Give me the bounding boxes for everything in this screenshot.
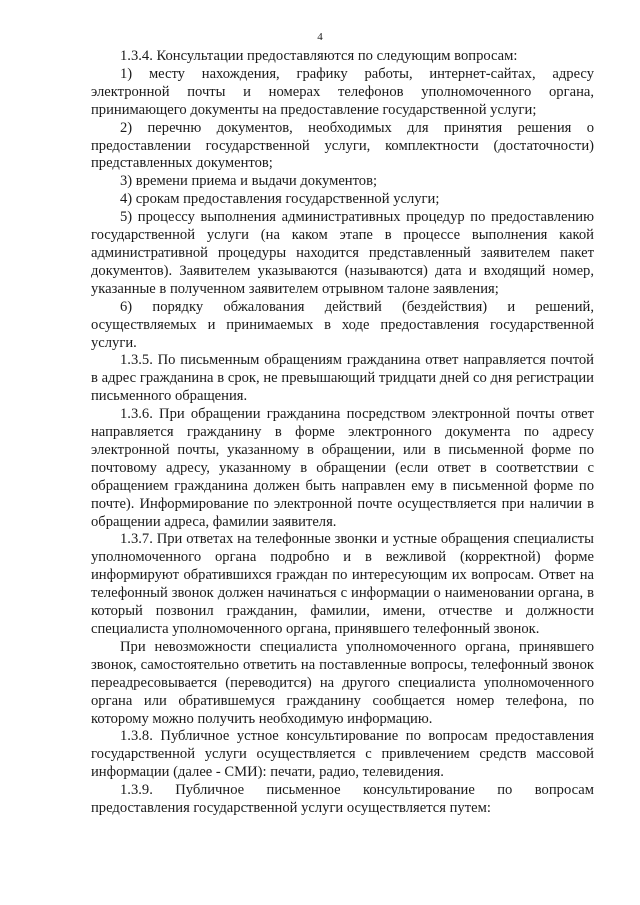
paragraph-1-3-8: 1.3.8. Публичное устное консультирование по вопросам предоставления государственной услуги осуществляется с привлечением средств массовой информации (далее - СМИ): печати, радио, телевидения. <box>91 728 594 781</box>
paragraph-1-3-4: 1.3.4. Консультации предоставляются по следующим вопросам: <box>120 48 518 64</box>
list-item-6: 6) порядку обжалования действий (бездействия) и решений, осуществляемых и принимаемых в ходе предоставления государственной услуги. <box>91 298 594 351</box>
list-item-4: 4) срокам предоставления государственной услуги; <box>120 191 440 208</box>
paragraph-1-3-9: 1.3.9. Публичное письменное консультирование по вопросам предоставления государственной услуги осуществляется путем: <box>91 782 594 817</box>
document-body <box>91 48 594 818</box>
list-item-5: 5) процессу выполнения административных процедур по предоставлению государственной услуги (на каком этапе в процессе выполнения какой административной процедуры находится представленный заявителем пакет документов). Заявителем указываются (называются) дата и входящий номер, указанные в полученном заявителем отрывном талоне заявления; <box>91 209 594 297</box>
paragraph-1-3-5: 1.3.5. По письменным обращениям гражданина ответ направляется почтой в адрес гражданина в срок, не превышающий тридцати дней со дня регистрации письменного обращения. <box>91 352 594 405</box>
paragraph-1-3-6: 1.3.6. При обращении гражданина посредством электронной почты ответ направляется гражданину в форме электронного документа по адресу электронной почты, указанному в обращении, или в письменной форме по почтовому адресу, указанному в обращении (если ответ в соответствии с обращением гражданина должен быть направлен ему в письменной форме по почте). Информирование по электронной почте осуществляется при наличии в обращении адреса, фамилии заявителя. <box>91 406 594 530</box>
list-item-1: 1) месту нахождения, графику работы, интернет-сайтах, адресу электронной почты и номерах телефонов уполномоченного органа, принимающего документы на предоставление государственной услуги; <box>91 65 594 118</box>
list-item-3: 3) времени приема и выдачи документов; <box>120 173 378 190</box>
paragraph-1-3-7: 1.3.7. При ответах на телефонные звонки и устные обращения специалисты уполномоченного органа подробно и в вежливой (корректной) форме информируют обратившихся граждан по интересующим их вопросам. Ответ на телефонный звонок должен начинаться с информации о наименовании органа, в который позвонил гражданин, фамилии, имени, отчестве и должности специалиста уполномоченного органа, принявшего телефонный звонок. <box>91 531 594 637</box>
page-number: 4 <box>317 31 323 43</box>
paragraph-redirect: При невозможности специалиста уполномоченного органа, принявшего звонок, самостоятельно ответить на поставленные вопросы, телефонный звонок переадресовывается (переводится) на другого специалиста уполномоченного органа или обратившемуся гражданину сообщается номер телефона, по которому можно получить необходимую информацию. <box>91 638 594 727</box>
list-item-2: 2) перечню документов, необходимых для принятия решения о предоставлении государственной услуги, комплектности (достаточности) представленных документов; <box>91 119 594 172</box>
